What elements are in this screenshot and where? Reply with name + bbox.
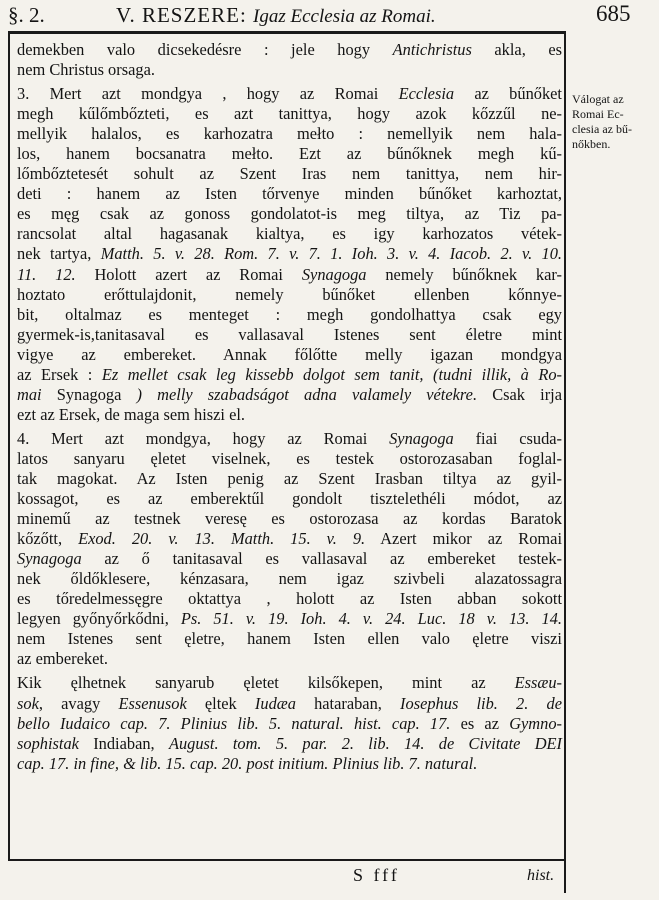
top-rule	[8, 31, 566, 34]
text-line	[17, 673, 562, 693]
text-line	[17, 429, 562, 449]
paragraph	[17, 673, 562, 773]
text-run: kossagot, es az emberektűl gondolt tisztelethéli módot, az	[17, 489, 562, 509]
margin-note-line: nőkben.	[572, 137, 611, 151]
text-run: Csak irja	[477, 384, 562, 404]
page-footer	[0, 862, 659, 892]
text-run: az bűnőket	[454, 84, 562, 104]
catchword: hist.	[527, 867, 555, 884]
italic-run: Iudæa	[254, 693, 296, 713]
text-line	[17, 124, 562, 144]
page-number: 685	[596, 1, 631, 26]
text-run: nem Christus orsaga.	[17, 60, 155, 80]
text-line	[17, 629, 562, 649]
text-line	[17, 104, 562, 124]
text-run: los, hanem bocsanatra mełto. Ezt az bűnőknek megh kű-	[17, 144, 562, 164]
text-run: vigye az embereket. Annak főlőtte melly igazan mondgya	[17, 344, 562, 364]
italic-run: sok	[17, 693, 39, 713]
text-run: rancsolat altal hagasanak kialtya, es igy karhozatos vétek-	[17, 224, 562, 244]
text-line	[17, 285, 562, 305]
paragraph	[17, 429, 562, 670]
italic-run: Essæu-	[514, 673, 562, 693]
text-line	[17, 405, 562, 425]
left-rule	[8, 31, 10, 861]
italic-run: Synagoga	[389, 428, 454, 448]
italic-run: Ps. 51. v. 19. Ioh. 4. v. 24. Luc. 18 v. 13. 14.	[180, 609, 562, 629]
text-run: nem Istenes sent ęletre, hanem Isten ellen valo ęletre viszi	[17, 629, 562, 649]
text-line	[17, 84, 562, 104]
italic-run: Synagoga	[17, 549, 82, 569]
text-line	[17, 184, 562, 204]
text-line	[17, 549, 562, 569]
running-title	[116, 3, 436, 28]
text-run: tak magokat. Az Isten penig az Szent Irasban tiltya az gyil-	[17, 468, 562, 488]
text-run: Azert mikor az Romai	[365, 529, 563, 549]
text-run: gyermek-is,tanitasaval es vallasaval Istenes sent életre mint	[17, 324, 562, 344]
text-line	[17, 40, 562, 60]
text-run: lőmbőztetesét sohult az Szent Iras nem tanittya, nem hir-	[17, 164, 562, 184]
text-run: hoztato erőttulajdonit, nemely bűnőket ellenben kőnnye-	[17, 284, 562, 304]
margin-note-line: Válogat az	[572, 92, 624, 106]
margin-note-line: clesia az bű-	[572, 122, 632, 136]
text-line	[17, 244, 562, 264]
running-title-italic: Igaz Ecclesia az Romai.	[253, 6, 436, 27]
text-run: fiai csuda-	[453, 428, 562, 448]
text-line	[17, 694, 562, 714]
text-run: az embereket.	[17, 649, 108, 669]
text-run: Kik ęlhetnek sanyarub ęletet kilsőkepen, mint az	[17, 673, 515, 693]
text-line	[17, 649, 562, 669]
text-run: demekben valo dicsekedésre : jele hogy	[17, 40, 393, 59]
margin-rule	[564, 31, 566, 893]
text-line	[17, 305, 562, 325]
margin-note-line: Romai Ec-	[572, 107, 624, 121]
text-line	[17, 754, 562, 774]
text-run: az Ersek :	[17, 364, 102, 384]
text-run: az ő tanitasaval es vallasaval az embereket testek-	[81, 549, 562, 569]
text-run: Indiaban,	[78, 733, 169, 753]
text-run: ęltek	[186, 693, 255, 713]
text-line	[17, 449, 562, 469]
text-line	[17, 345, 562, 365]
italic-run: ) melly szabadságot adna valamely vétekre.	[136, 384, 478, 404]
text-run: legyen győnyőrkődni,	[17, 609, 181, 629]
text-run: deti : hanem az Isten tőrvenye minden bűnőket karhoztat,	[17, 184, 562, 204]
text-run: kőzőtt,	[17, 529, 79, 549]
italic-run: cap. 17. in fine, & lib. 15. cap. 20. post initium. Plinius lib. 7. natural.	[17, 753, 478, 773]
text-run: ezt az Ersek, de maga sem hiszi el.	[17, 404, 246, 424]
text-run: nemely bűnőknek kar-	[366, 264, 562, 284]
italic-run: Gymno-	[509, 713, 562, 733]
italic-run: Ecclesia	[398, 84, 455, 104]
text-run: hataraban,	[295, 693, 401, 713]
italic-run: Ez mellet csak leg kissebb dolgot sem tanit, (tudni illik, à Ro-	[101, 364, 562, 384]
running-head	[0, 0, 659, 30]
text-run: 4. Mert azt mondgya, hogy az Romai	[17, 428, 390, 448]
text-line	[17, 365, 562, 385]
text-line	[17, 164, 562, 184]
paragraph	[17, 84, 562, 425]
signature-mark: S fff	[353, 865, 400, 885]
text-run: akla, es	[471, 40, 562, 59]
text-line	[17, 589, 562, 609]
italic-run: sophistak	[17, 733, 79, 753]
margin-note	[572, 92, 656, 152]
italic-run: Essenusok	[118, 693, 187, 713]
text-line	[17, 509, 562, 529]
text-run: es az	[450, 713, 510, 733]
text-line	[17, 224, 562, 244]
main-text	[17, 40, 562, 774]
italic-run: mai	[17, 384, 42, 404]
italic-run: Antichristus	[392, 40, 472, 59]
text-run: nek tartya,	[17, 244, 101, 264]
text-line	[17, 489, 562, 509]
italic-run: Matth. 5. v. 28. Rom. 7. v. 7. 1. Ioh. 3. v. 4. Iacob. 2. v. 10.	[100, 244, 562, 264]
text-run: minemű az testnek veresę es ostorozasa az kordas Baratok	[17, 509, 562, 529]
text-line	[17, 265, 562, 285]
text-run: es męg csak az gonoss gondolatot-is meg tiltya, az Tiz pa-	[17, 204, 562, 224]
text-run: Synagoga	[41, 384, 137, 404]
text-line	[17, 714, 562, 734]
text-run: es tőredelmessęgre oktattya , holott az Isten abban sokott	[17, 589, 562, 609]
text-line	[17, 529, 562, 549]
section-mark: §. 2.	[8, 3, 45, 27]
text-line	[17, 325, 562, 345]
text-line	[17, 144, 562, 164]
text-line	[17, 734, 562, 754]
text-line	[17, 609, 562, 629]
text-run: 3. Mert azt mondgya , hogy az Romai	[17, 84, 399, 104]
paragraph	[17, 40, 562, 80]
italic-run: 11. 12.	[17, 264, 76, 284]
bottom-rule	[8, 859, 566, 861]
text-run: megh kűlőmbőzteti, es azt tanittya, hogy azok kőzzűl ne-	[17, 104, 562, 124]
text-run: latos sanyaru ęletet viselnek, es testek ostorozasaban foglal-	[17, 448, 562, 468]
italic-run: Synagoga	[301, 264, 367, 284]
text-line	[17, 204, 562, 224]
text-line	[17, 469, 562, 489]
text-run: , avagy	[38, 693, 119, 713]
text-run: Holott azert az Romai	[75, 264, 302, 284]
text-run: nek őldőklesere, kénzasara, nem igaz szivbeli alazatossagra	[17, 569, 562, 589]
italic-run: bello Iudaico cap. 7. Plinius lib. 5. natural. hist. cap. 17.	[17, 713, 451, 733]
text-line	[17, 60, 562, 80]
italic-run: August. tom. 5. par. 2. lib. 14. de Civitate DEI	[168, 733, 562, 753]
running-title-caps: V. RESZERE:	[116, 3, 247, 27]
italic-run: Exod. 20. v. 13. Matth. 15. v. 9.	[78, 529, 366, 549]
italic-run: Iosephus lib. 2. de	[400, 693, 562, 713]
text-line	[17, 385, 562, 405]
text-run: mellyik halalos, es karhozatra mełto : nemellyik nem hala-	[17, 124, 562, 144]
text-run: bit, oltalmaz es menteget : megh gondolhattya csak egy	[17, 304, 562, 324]
text-line	[17, 569, 562, 589]
